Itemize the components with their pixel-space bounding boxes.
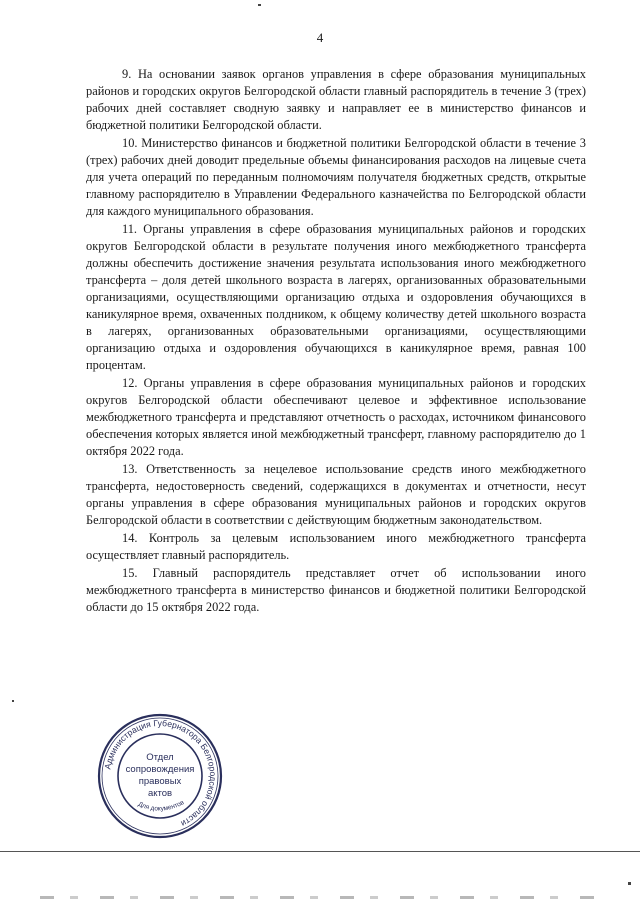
document-body [86, 66, 586, 616]
paragraph-11: 11. Органы управления в сфере образования муниципальных районов и городских округов Белгородской области в результате получения иного межбюджетного трансферта должны обеспечить достижение значения результата использования иного межбюджетного трансферта – доля детей школьного возраста в лагерях, организованных образовательными организациями, осуществляющими организацию отдыха и оздоровления обучающихся в каникулярное время, охваченных полдником, к общему количеству детей школьного возраста в лагерях, организованных образовательными организациями, осуществляющими организацию отдыха и оздоровления обучающихся в каникулярное время, равная 100 процентам. [86, 222, 586, 372]
paragraph-14: 14. Контроль за целевым использованием иного межбюджетного трансферта осуществляет главный распорядитель. [86, 531, 586, 562]
page-number: 4 [316, 30, 324, 45]
stamp-center-line-4: актов [147, 788, 173, 799]
paragraph-12: 12. Органы управления в сфере образования муниципальных районов и городских округов Белгородской области обеспечивают целевое и эффективное использование межбюджетного трансферта и представляют отчетность о расходах, источником финансового обеспечения которых является иной межбюджетный трансферт, главному распорядителю до 1 октября 2022 года. [86, 376, 586, 458]
stamp-ring-text: Администрация Губернатора Белгородской области [102, 717, 219, 829]
paragraph-9: 9. На основании заявок органов управления в сфере образования муниципальных районов и городских округов Белгородской области главный распорядитель в течение 3 (трех) рабочих дней составляет сводную заявку и направляет ее в министерство финансов и бюджетной политики Белгородской области. [86, 67, 586, 132]
paragraph-15: 15. Главный распорядитель представляет отчет об использовании иного межбюджетного трансферта в министерство финансов и бюджетной политики Белгородской области до 15 октября 2022 года. [86, 566, 586, 614]
stamp-center-line-1: Отдел [146, 752, 174, 763]
stamp-center-line-3: правовых [138, 776, 182, 787]
footer-scan-artifact [40, 896, 600, 899]
official-stamp [96, 712, 224, 840]
stamp-seal-icon [96, 712, 224, 840]
scan-speck [12, 700, 14, 702]
paragraph-10: 10. Министерство финансов и бюджетной политики Белгородской области в течение 3 (трех) рабочих дней доводит предельные объемы финансирования расходов на лицевые счета для учета операций по переданным полномочиям получателя бюджетных средств, открытые главному распорядителю в Управлении Федерального казначейства по Белгородской области для каждого муниципального образования. [86, 136, 586, 218]
stamp-center-line-2: сопровождения [125, 764, 195, 775]
bottom-rule [0, 851, 640, 852]
scan-speck [628, 882, 631, 885]
paragraph-13: 13. Ответственность за нецелевое использование средств иного межбюджетного трансферта, недостоверность сведений, содержащихся в документах и отчетности, несут органы управления в сфере образования муниципальных районов и городских округов Белгородской области в соответствии с действующим бюджетным законодательством. [86, 462, 586, 527]
scan-speck [258, 4, 261, 6]
stamp-bottom-text: Для документов [136, 799, 186, 813]
